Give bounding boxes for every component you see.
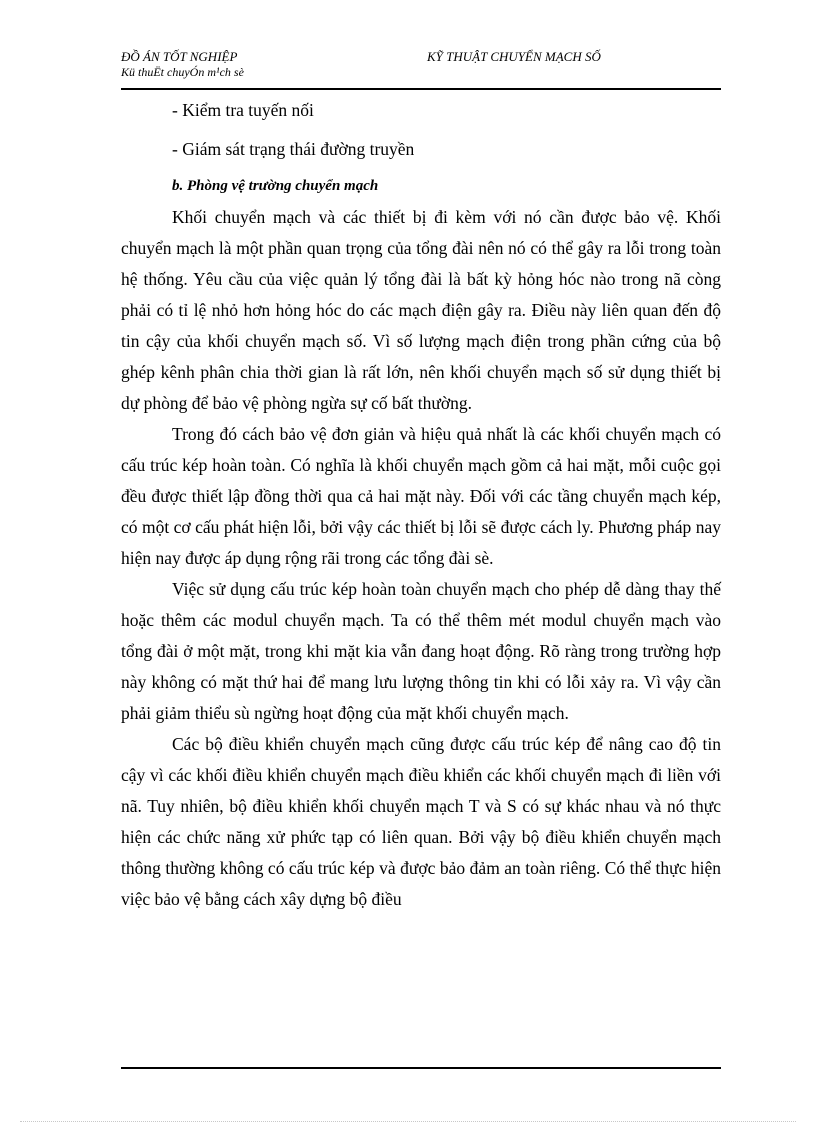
header-divider <box>121 88 721 90</box>
bullet-item: - Giám sát trạng thái đường truyền <box>172 139 415 159</box>
header-thesis-label: ĐỒ ÁN TỐT NGHIỆP <box>121 49 238 64</box>
body-paragraph: Khối chuyển mạch và các thiết bị đi kèm với nó cần được bảo vệ. Khối chuyển mạch là một phần quan trọng của tổng đài nên nó có thể gây ra lỗi trong toàn hệ thống. Yêu cầu của việc quản lý tổng đài là bất kỳ hỏng hóc nào trong nã còng phải có tỉ lệ nhỏ hơn hỏng hóc do các mạch điện gây ra. Điều này liên quan đến độ tin cậy của khối chuyển mạch số. Vì số lượng mạch điện trong phần cứng của bộ ghép kênh phân chia thời gian là rất lớn, nên khối chuyển mạch số sử dụng thiết bị dự phòng để bảo vệ phòng ngừa sự cố bất thường. <box>121 207 721 413</box>
header-subtitle: Kü thuËt chuyÓn m¹ch sè <box>121 65 244 79</box>
document-body <box>121 95 721 915</box>
body-paragraph: Việc sử dụng cấu trúc kép hoàn toàn chuyển mạch cho phép dễ dàng thay thế hoặc thêm các modul chuyển mạch. Ta có thể thêm mét modul chuyển mạch vào tổng đài ở một mặt, trong khi mặt kia vẫn đang hoạt động. Rõ ràng trong trường hợp này không có mặt thứ hai để mang lưu lượng thông tin khi có lỗi xảy ra. Vì vậy cần phải giảm thiểu sù ngừng hoạt động của mặt khối chuyển mạch. <box>121 579 721 723</box>
body-paragraph: Các bộ điều khiển chuyển mạch cũng được cấu trúc kép để nâng cao độ tin cậy vì các khối điều khiển chuyển mạch điều khiển các khối chuyển mạch đi liền với nã. Tuy nhiên, bộ điều khiển khối chuyển mạch T và S có sự khác nhau và nó thực hiện các chức năng xử phức tạp có liên quan. Bởi vậy bộ điều khiển chuyển mạch thông thường không có cấu trúc kép và được bảo đảm an toàn riêng. Có thể thực hiện việc bảo vệ bằng cách xây dựng bộ điều <box>121 734 721 909</box>
footer-divider <box>121 1067 721 1069</box>
body-paragraph: Trong đó cách bảo vệ đơn giản và hiệu quả nhất là các khối chuyển mạch có cấu trúc kép hoàn toàn. Có nghĩa là khối chuyển mạch gồm cả hai mặt, mỗi cuộc gọi đều được thiết lập đồng thời qua cả hai mặt này. Đối với các tầng chuyển mạch kép, có một cơ cấu phát hiện lỗi, bởi vậy các thiết bị lỗi sẽ được cách ly. Phương pháp nay hiện nay được áp dụng rộng rãi trong các tổng đài sè. <box>121 424 721 568</box>
bullet-item: - Kiểm tra tuyến nối <box>172 100 314 120</box>
page-edge <box>20 1121 796 1122</box>
header-document-title: KỸ THUẬT CHUYỂN MẠCH SỐ <box>427 49 601 64</box>
section-subheading: b. Phòng vệ trường chuyển mạch <box>172 178 379 194</box>
page-header <box>121 49 721 89</box>
